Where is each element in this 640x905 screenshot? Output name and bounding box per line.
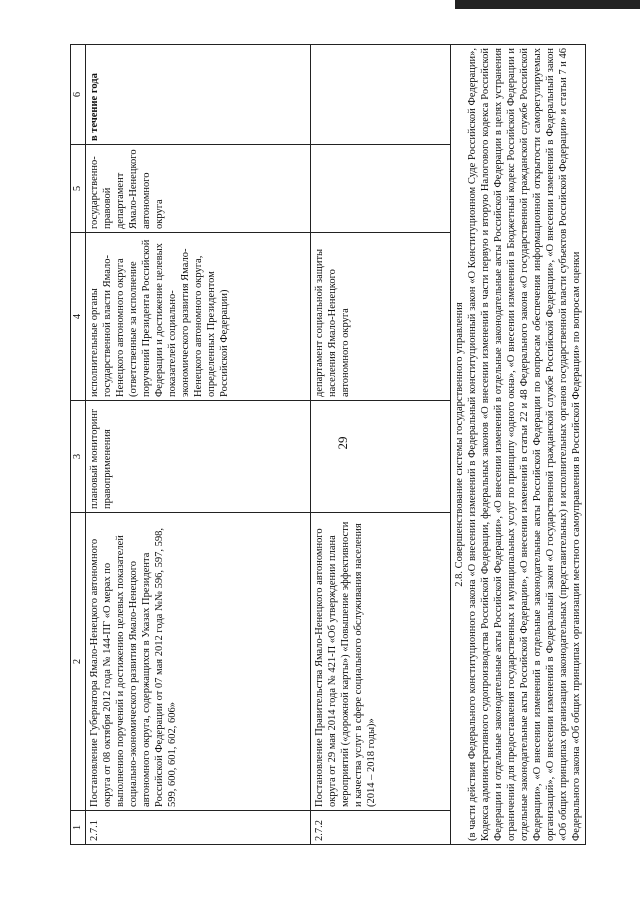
section-text: (в части действия Федерального конституционного закона «О внесении изменений в Федеральный конституционный закон «О Конституционном Суде Российской Федерации», Кодекса административного судопроизводства Российской Федерации, федеральных законов «О внесении изменений в части первую и вторую Налогового кодекса Российской Федерации и отдельные законодательные акты Российской Федерации», «О внесении изменений в отдельные законодательные акты Российской Федерации в целях устранения ограничений для предоставления государственных и муниципальных услуг по принципу «одного окна», «О внесении изменений в Бюджетный кодекс Российской Федерации и отдельные законодательные акты Российской Федерации», «О внесении изменений в статьи 22 и 48 Федерального закона «О государственной гражданской службе Российской Федерации», «О внесении изменений в отдельные законодательные акты Российской Федерации по вопросам обеспечения информационной открытости саморегулируемых организаций», «О внесении изменений в Федеральный закон «О государственной гражданской службе Российской Федерации», «О внесении изменений в Федеральный закон «Об общих принципах организации законодательных (представительных) и исполнительных органов государственной власти субъектов Российской Федерации» и статьи 7 и 46 Федерального закона «Об общих принципах организации местного самоуправления в Российской Федерации» по вопросам оценки	[467, 48, 582, 841]
header-col-3: 3	[71, 401, 86, 513]
header-col-1: 1	[71, 811, 86, 845]
header-col-5: 5	[71, 145, 86, 233]
legal-monitoring-table	[70, 44, 586, 845]
top-edge-bar	[455, 0, 640, 9]
row-document: Постановление Правительства Ямало-Ненецкого автономного округа от 29 мая 2014 года № 421-П «Об утверждении плана мероприятий («дорожной карты») «Повышение эффективности и качества услуг в сфере социального обслуживания населения (2014 – 2018 годы)»	[311, 513, 451, 811]
section-row	[451, 45, 586, 845]
header-col-6: 6	[71, 45, 86, 145]
section-cell	[451, 45, 586, 845]
section-title: 2.8. Совершенствование системы государственного управления	[454, 302, 465, 587]
table-row	[311, 45, 451, 845]
row-form: плановый мониторинг правоприменения	[86, 401, 311, 513]
row-term: в течение года	[86, 45, 311, 145]
row-department: государственно-правовой департамент Ямало-Ненецкого автономного округа	[86, 145, 311, 233]
table-row	[86, 45, 311, 845]
row-organs: исполнительные органы государственной власти Ямало-Ненецкого автономного округа (ответственные за исполнение поручений Президента Российской Федерации и достижение целевых показателей социально-экономического развития Ямало-Ненецкого автономного округа, определенных Президентом Российской Федерации)	[86, 233, 311, 401]
row-organs: департамент социальной защиты населения Ямало-Ненецкого автономного округа	[311, 233, 451, 401]
table-header-row	[71, 45, 86, 845]
header-col-2: 2	[71, 513, 86, 811]
row-term	[311, 45, 451, 145]
row-document: Постановление Губернатора Ямало-Ненецкого автономного округа от 08 октября 2012 года № 144-ПГ «О мерах по выполнению поручений и достижению целевых показателей социально-экономического развития Ямало-Ненецкого автономного округа, содержащихся в Указах Президента Российской Федерации от 07 мая 2012 года №№ 596, 597, 598, 599, 600, 601, 602, 606»	[86, 513, 311, 811]
rotated-page-content	[70, 45, 590, 845]
row-number: 2.7.1	[86, 811, 311, 845]
header-col-4: 4	[71, 233, 86, 401]
row-department	[311, 145, 451, 233]
row-number: 2.7.2	[311, 811, 451, 845]
row-form	[311, 401, 451, 513]
page-number: 29	[335, 436, 350, 450]
